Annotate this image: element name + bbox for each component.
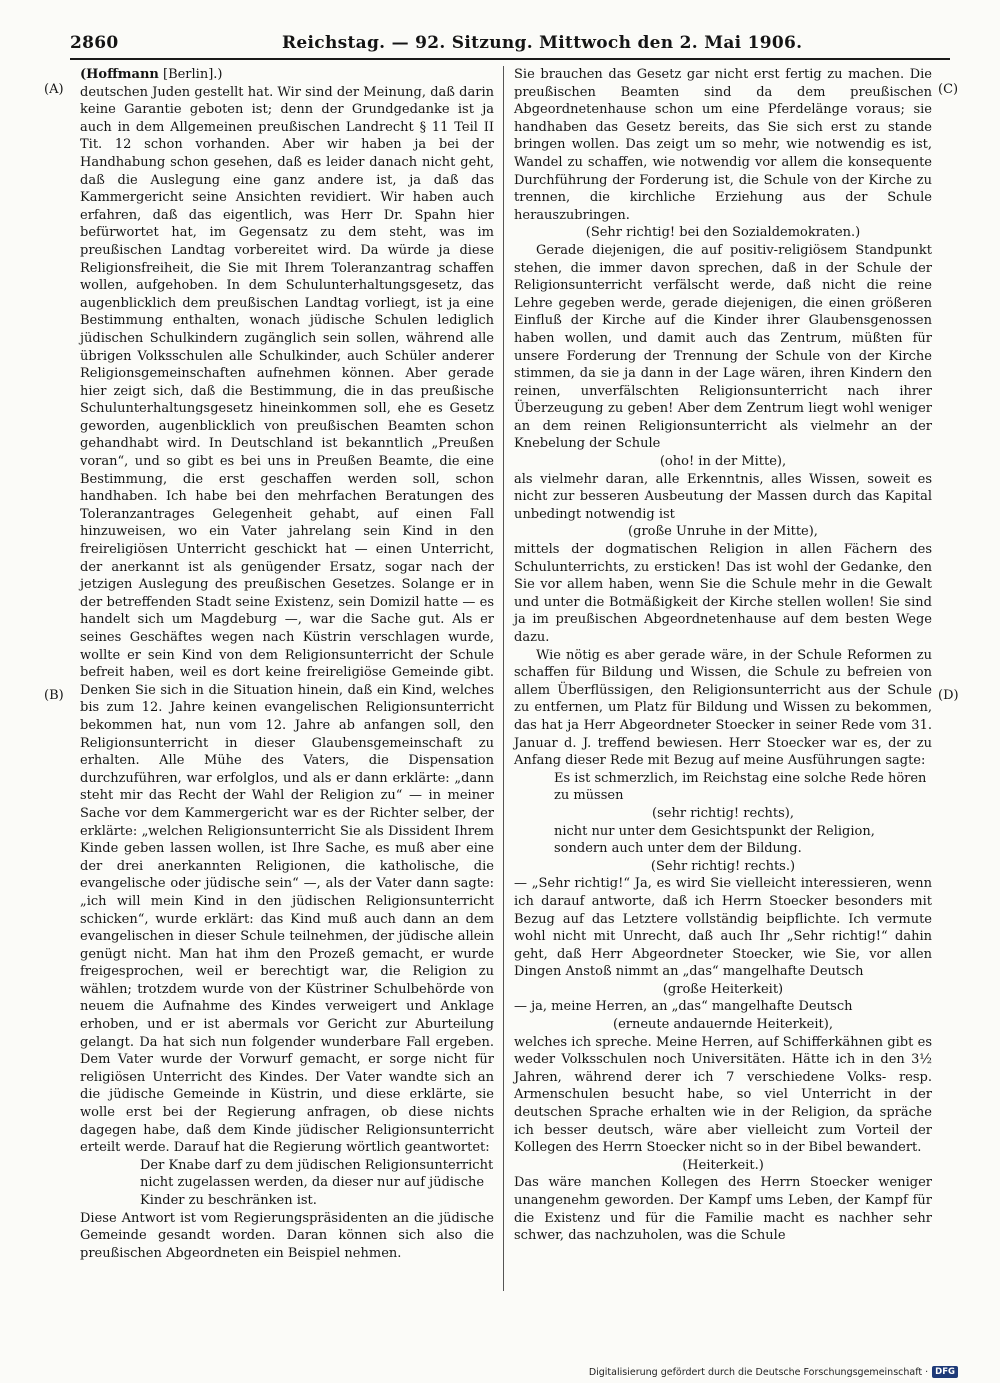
right-paragraph-2: Gerade diejenigen, die auf positiv-religiösem Standpunkt stehen, die immer davon sprechen, daß in der Schule der Religionsunterricht verfälscht werde, daß nicht die reine Lehre gegeben werde, gerade diejenigen, die einen größeren Einfluß der Kirche auf die Kinder ihrer Glaubensgenossen haben wollen, und damit auch das Zentrum, müßten für unsere Forderung der Trennung der Schule von der Kirche stimmen, da sie ja dann in der Lage wären, ihren Kindern den reinen, unverfälschten Religionsunterricht nach ihrer Überzeugung zu geben! Aber dem Zentrum liegt wohl weniger an dem reinen Religionsunterricht als vielmehr an der Knebelung der Schule: [514, 242, 932, 452]
dfg-logo-icon: DFG: [932, 1366, 958, 1378]
page-header: [70, 33, 950, 57]
right-paragraph-5: Wie nötig es aber gerade wäre, in der Schule Reformen zu schaffen für Bildung und Wissen, die Schule zu befreien von allem Überflüssigen, den Religionsunterricht aus der Schule zu entfernen, um Platz für Bildung und Wissen zu bekommen, das hat ja Herr Abgeordneter Stoecker in seiner Rede vom 31. Januar d. J. treffend bewiesen. Herr Stoecker war es, der zu Anfang dieser Rede mit Bezug auf meine Ausführungen sagte:: [514, 647, 932, 769]
right-paragraph-7: — ja, meine Herren, an „das“ mangelhafte Deutsch: [514, 999, 853, 1015]
right-paragraph-1: Sie brauchen das Gesetz gar nicht erst fertig zu machen. Die preußischen Beamten sind da dem preußischen Abgeordnetenhause schon um eine Pferdelänge voraus; sie handhaben das Gesetz bereits, das Sie sich erst zu stande bringen wollen. Das zeigt um so mehr, wie notwendig es ist, Wandel zu schaffen, wie notwendig vor allem die konsequente Durchführung der Forderung ist, die Schule von der Kirche zu trennen, die kirchliche Erziehung aus der Schule herauszubringen.: [514, 67, 932, 223]
right-paragraph-8: welches ich spreche. Meine Herren, auf Schifferkähnen gibt es weder Volksschulen noch Universitäten. Hätte ich in den 3½ Jahren, während derer ich 7 verschiedene Volks- resp. Armenschulen besucht habe, so viel Unterricht in der deutschen Sprache erhalten wie in der Religion, da spräche ich besser deutsch, wäre aber vielleicht zum Vorteil der Kollegen des Herrn Stoecker nicht so in der Bibel bewandert.: [514, 1034, 932, 1156]
interjection-1: (Sehr richtig! bei den Sozialdemokraten.): [585, 225, 861, 241]
right-paragraph-9: Das wäre manchen Kollegen des Herrn Stoecker weniger unangenehm geworden. Der Kampf ums Leben, der Kampf für die Existenz und für die Familie macht es nachher sehr schwer, das nachzuholen, was die Schule: [514, 1175, 932, 1244]
speaker-suffix: [Berlin].): [158, 67, 223, 82]
margin-marker-a: (A): [44, 82, 64, 97]
page-number: 2860: [70, 33, 119, 53]
footer-text: Digitalisierung gefördert durch die Deutsche Forschungsgemeinschaft ·: [588, 1366, 929, 1378]
speaker-line: [80, 66, 494, 84]
interjection-6: (große Heiterkeit): [662, 981, 784, 997]
right-column: [514, 66, 932, 1245]
right-paragraph-6: — „Sehr richtig!“ Ja, es wird Sie vielleicht interessieren, wenn ich darauf antworte, daß ich Herrn Stoecker besonders mit Bezug auf das Letztere vollständig beipflichte. Ich vermute wohl nicht mit Unrecht, daß auch Ihr „Sehr richtig!“ dahin geht, daß Herr Abgeordneter Stoecker, wie Sie, vor allen Dingen Anstoß nimmt an „das“ mangelhafte Deutsch: [514, 876, 932, 980]
stoecker-quote-2: nicht nur unter dem Gesichtspunkt der Religion, sondern auch unter dem der Bildung.: [554, 823, 875, 857]
column-divider: [503, 66, 504, 1291]
margin-marker-b: (B): [44, 688, 64, 703]
running-title: Reichstag. — 92. Sitzung. Mittwoch den 2. Mai 1906.: [282, 33, 803, 53]
interjection-7: (erneute andauernde Heiterkeit),: [613, 1017, 833, 1033]
government-quote: Der Knabe darf zu dem jüdischen Religionsunterricht nicht zugelassen werden, da dieser nur auf jüdische Kinder zu beschränken ist.: [140, 1157, 494, 1208]
margin-marker-c: (C): [938, 82, 959, 97]
margin-marker-d: (D): [938, 688, 959, 703]
interjection-8: (Heiterkeit.): [682, 1157, 764, 1173]
left-column: [80, 66, 494, 1262]
interjection-5: (Sehr richtig! rechts.): [650, 858, 796, 874]
left-paragraph: deutschen Juden gestellt hat. Wir sind der Meinung, daß darin keine Garantie geboten ist; denn der Grundgedanke ist ja auch in dem Allgemeinen preußischen Landrecht § 11 Teil II Tit. 12 schon vorhanden. Aber wir haben ja bei der Handhabung schon gesehen, daß es leider danach nicht geht, daß die Auslegung eine ganz andere ist, ja daß das Kammergericht seine Ansichten revidiert. Wir haben auch erfahren, daß das eigentlich, was Herr Dr. Spahn hier befürwortet hat, im Gegensatz zu dem steht, was im preußischen Landtag vorbereitet wird. Da würde ja diese Religionsfreiheit, die Sie mit Ihrem Toleranzantrag schaffen wollen, aufgehoben. In dem Schulunterhaltungsgesetz, das augenblicklich dem preußischen Landtag vorliegt, ist ja eine Bestimmung enthalten, wonach jüdische Schulen lediglich jüdischen Schulkindern zugänglich sein sollen, während alle übrigen Volksschulen alle Schulkinder, auch Schüler anderer Religionsgemeinschaften aufnehmen können. Aber gerade hier zeigt sich, daß die Bestimmung, die in das preußische Schulunterhaltungsgesetz hineinkommen soll, ehe es Gesetz geworden, augenblicklich von preußischen Beamten schon gehandhabt wird. In Deutschland ist bekanntlich „Preußen voran“, und so gibt es bei uns in Preußen Beamte, die eine Bestimmung, die erst geschaffen werden soll, schon handhaben. Ich habe bei den mehrfachen Beratungen des Toleranzantrages Gelegenheit gehabt, auf einen Fall hinzuweisen, wo ein Vater jahrelang sein Kind in den freireligiösen Unterricht geschickt hat — einen Unterricht, der anerkannt ist als genügender Ersatz, sogar nach der jetzigen Auslegung des preußischen Gesetzes. Solange er in der betreffenden Stadt seine Existenz, sein Domizil hatte — es handelt sich um Magdeburg —, war die Sache gut. Als er seines Geschäftes wegen nach Küstrin verschlagen wurde, wollte er sein Kind von dem Religionsunterricht der Schule befreit haben, weil es dort keine freireligiöse Gemeinde gibt. Denken Sie sich in die Situation hinein, daß ein Kind, welches bis zum 12. Jahre keinen evangelischen Religionsunterricht bekommen hat, nun vom 12. Jahre ab anfangen soll, den Religionsunterricht in dieser Glaubensgemeinschaft zu erhalten. Alle Mühe des Vaters, die Dispensation durchzuführen, war erfolglos, und als er dann erklärte: „dann steht mir das Recht der Wahl der Religion zu“ — in meiner Sache vor dem Kammergericht war es der Richter selber, der erklärte: „welchen Religionsunterricht Sie als Dissident Ihrem Kinde geben lassen wollen, ist Ihre Sache, es muß aber eine der drei anerkannten Religionen, die katholische, die evangelische oder jüdische sein“ —, als der Vater dann sagte: „ich will mein Kind in den jüdischen Religionsunterricht schicken“, wurde erklärt: das Kind muß auch dann an dem evangelischen in dieser Schule teilnehmen, der jüdische allein genügt nicht. Man hat ihm den Prozeß gemacht, er wurde freigesprochen, weil er berechtigt war, die Religion zu wählen; trotzdem wurde von der Küstriner Schulbehörde von neuem die Aufnahme des Kindes verweigert und Anklage erhoben, und er ist abermals vor Gericht zur Aburteilung gelangt. Da hat sich nun folgender wunderbare Fall ergeben. Dem Vater wurde der Vorwurf gemacht, er sorge nicht für religiösen Unterricht des Kindes. Der Vater wandte sich an die jüdische Gemeinde in Küstrin, und diese erklärte, sie wolle erst bei der Regierung anfragen, ob diese nichts dagegen habe, daß dem Kinde jüdischer Religionsunterricht erteilt werde. Darauf hat die Regierung wörtlich geantwortet:: [80, 84, 494, 1156]
header-rule: [70, 58, 950, 60]
stoecker-quote-1: Es ist schmerzlich, im Reichstag eine solche Rede hören zu müssen: [554, 770, 927, 804]
interjection-3: (große Unruhe in der Mitte),: [628, 524, 818, 540]
interjection-2: (oho! in der Mitte),: [659, 454, 787, 470]
digitization-footer: [589, 1366, 958, 1378]
right-paragraph-3: als vielmehr daran, alle Erkenntnis, alles Wissen, soweit es nicht zur besseren Ausbeutung der Massen durch das Kapital unbedingt notwendig ist: [514, 471, 932, 522]
interjection-4: (sehr richtig! rechts),: [652, 805, 794, 821]
speaker-name: (Hoffmann: [80, 67, 159, 82]
left-closing-paragraph: Diese Antwort ist vom Regierungspräsidenten an die jüdische Gemeinde gesandt worden. Daran können sich also die preußischen Abgeordneten ein Beispiel nehmen.: [80, 1210, 494, 1261]
right-paragraph-4: mittels der dogmatischen Religion in allen Fächern des Schulunterrichts, zu ersticken! Das ist wohl der Gedanke, den Sie vor allem haben, wenn Sie die Schule mehr in die Gewalt und unter die Botmäßigkeit der Kirche stellen wollen! Sie sind ja im preußischen Abgeordnetenhause auf dem besten Wege dazu.: [514, 542, 932, 645]
